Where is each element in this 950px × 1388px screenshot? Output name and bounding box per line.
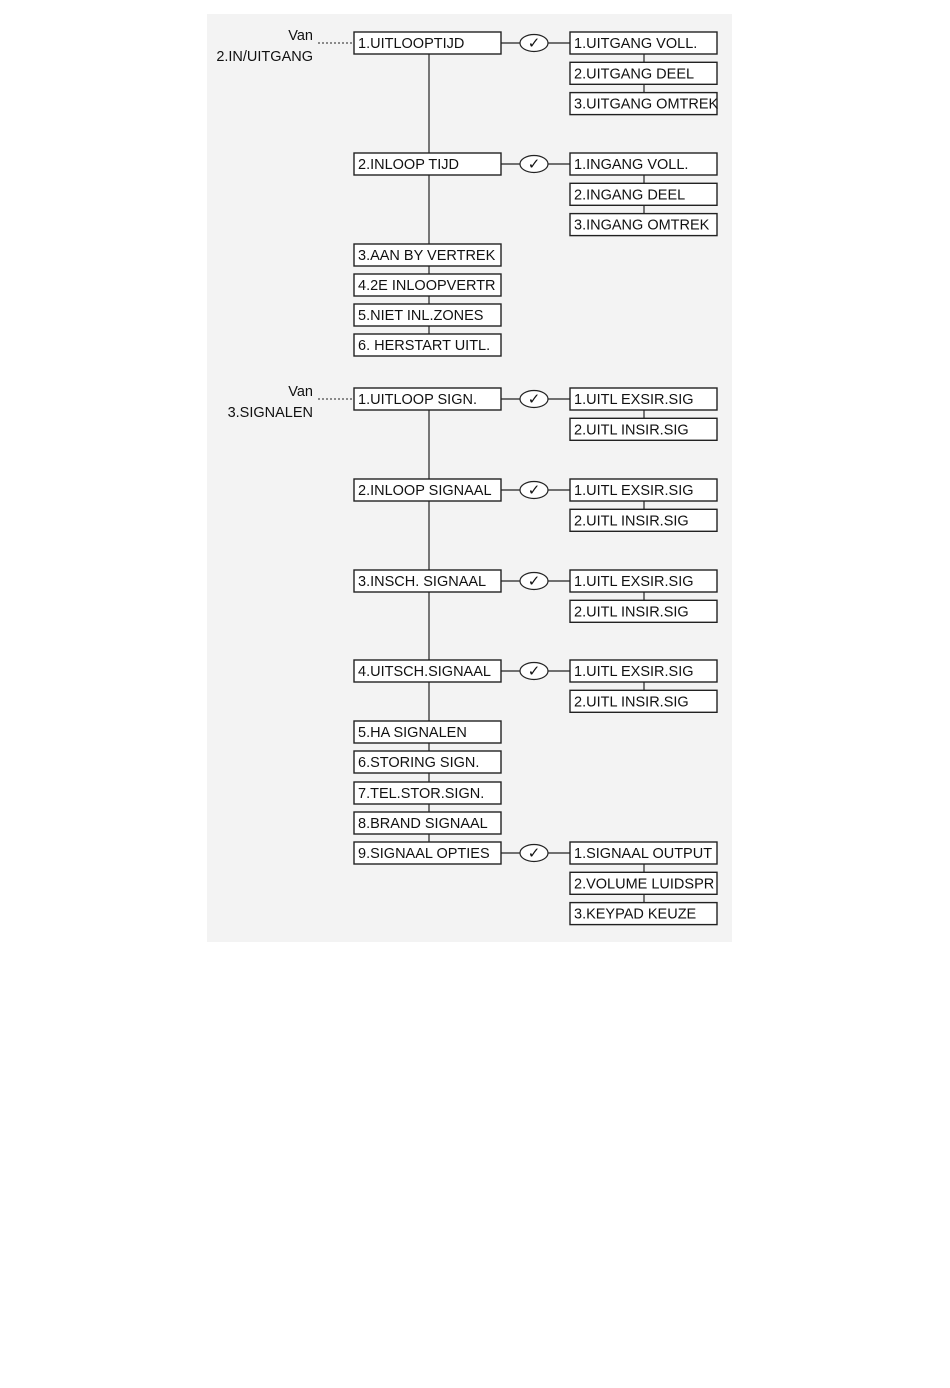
submenu-item-label: 1.UITGANG VOLL.	[574, 36, 698, 52]
submenu-item-label: 2.UITL INSIR.SIG	[574, 422, 689, 439]
menu-item	[354, 274, 501, 296]
submenu	[570, 153, 717, 236]
submenu-item	[570, 32, 717, 54]
from-label-line-1: Van	[288, 384, 313, 400]
menu-item	[354, 153, 501, 175]
submenu-item	[570, 418, 717, 440]
menu-item	[354, 721, 501, 743]
submenu-item-label: 1.UITL EXSIR.SIG	[574, 392, 694, 408]
from-label-line-2: 3.SIGNALEN	[227, 405, 313, 421]
menu-item	[354, 304, 501, 326]
submenu-item-label: 3.INGANG OMTREK	[574, 217, 710, 234]
menu-item	[354, 570, 501, 592]
submenu-item	[570, 214, 717, 236]
menu-item-label: 3.INSCH. SIGNAAL	[358, 574, 487, 590]
submenu-item-label: 2.UITL INSIR.SIG	[574, 604, 689, 621]
menu-item-label: 9.SIGNAAL OPTIES	[358, 846, 490, 862]
submenu-item	[570, 509, 717, 531]
check-icon: ✓	[527, 481, 541, 499]
submenu-item	[570, 903, 717, 925]
check-icon: ✓	[527, 572, 541, 590]
submenu	[570, 660, 717, 712]
submenu-item	[570, 93, 719, 115]
menu-item-label: 7.TEL.STOR.SIGN.	[358, 786, 485, 802]
check-icon: ✓	[527, 155, 541, 173]
menu-item-label: 5.HA SIGNALEN	[358, 725, 467, 741]
menu-item-label: 1.UITLOOPTIJD	[358, 36, 465, 52]
submenu-item	[570, 600, 717, 622]
menu-item-label: 4.2E INLOOPVERTR	[358, 278, 496, 294]
from-label-line-1: Van	[288, 28, 313, 44]
menu-item	[354, 479, 501, 501]
submenu-item-label: 2.UITL INSIR.SIG	[574, 694, 689, 711]
menu-item	[354, 244, 501, 266]
menu-item	[354, 660, 501, 682]
menu-item	[354, 751, 501, 773]
check-icon: ✓	[527, 390, 541, 408]
submenu-item-label: 1.SIGNAAL OUTPUT	[574, 846, 713, 862]
menu-item	[354, 812, 501, 834]
submenu-item	[570, 479, 717, 501]
submenu	[570, 842, 717, 925]
submenu-item	[570, 62, 717, 84]
check-icon: ✓	[527, 844, 541, 862]
submenu-item	[570, 388, 717, 410]
section-2	[228, 384, 717, 925]
menu-item-label: 6. HERSTART UITL.	[358, 338, 491, 354]
menu-item	[354, 782, 501, 804]
menu-item-label: 1.UITLOOP SIGN.	[358, 392, 477, 408]
submenu	[570, 570, 717, 622]
submenu-item	[570, 842, 717, 864]
submenu-item	[570, 690, 717, 712]
submenu-item-label: 1.UITL EXSIR.SIG	[574, 664, 694, 680]
submenu-item-label: 1.UITL EXSIR.SIG	[574, 483, 694, 499]
submenu-item-label: 2.UITGANG DEEL	[574, 66, 695, 83]
menu-item	[354, 32, 501, 54]
check-icon: ✓	[527, 662, 541, 680]
menu-item-label: 6.STORING SIGN.	[358, 755, 480, 771]
menu-item-label: 3.AAN BY VERTREK	[358, 248, 496, 264]
check-icon: ✓	[527, 34, 541, 52]
submenu-item	[570, 660, 717, 682]
menu-item-label: 5.NIET INL.ZONES	[358, 308, 484, 324]
submenu-item-label: 2.VOLUME LUIDSPR	[574, 876, 715, 893]
submenu-item-label: 1.INGANG VOLL.	[574, 157, 689, 173]
menu-item-label: 2.INLOOP SIGNAAL	[358, 483, 492, 499]
submenu-item-label: 3.UITGANG OMTREK	[574, 96, 719, 113]
from-label-line-2: 2.IN/UITGANG	[216, 49, 313, 65]
section-1	[216, 28, 718, 356]
submenu	[570, 388, 717, 440]
submenu-item-label: 1.UITL EXSIR.SIG	[574, 574, 694, 590]
submenu-item	[570, 872, 717, 894]
submenu	[570, 479, 717, 531]
submenu	[570, 32, 719, 115]
submenu-item	[570, 153, 717, 175]
menu-item-label: 4.UITSCH.SIGNAAL	[358, 664, 491, 680]
submenu-item-label: 2.UITL INSIR.SIG	[574, 513, 689, 530]
menu-item-label: 8.BRAND SIGNAAL	[358, 816, 488, 832]
submenu-item-label: 3.KEYPAD KEUZE	[574, 906, 697, 923]
menu-item-label: 2.INLOOP TIJD	[358, 157, 459, 173]
submenu-item-label: 2.INGANG DEEL	[574, 187, 686, 204]
menu-item	[354, 388, 501, 410]
submenu-item	[570, 183, 717, 205]
menu-item	[354, 334, 501, 356]
submenu-item	[570, 570, 717, 592]
menu-item	[354, 842, 501, 864]
